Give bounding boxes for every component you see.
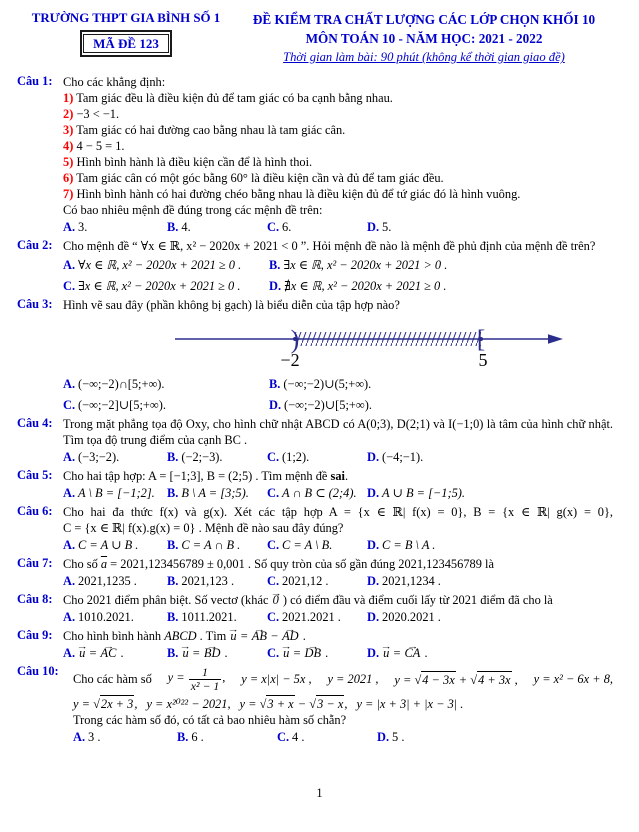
option-c: C. (−∞;−2]∪[5;+∞).	[63, 398, 166, 413]
option-b: B. (−2;−3).	[167, 450, 223, 465]
question-7-label: Câu 7:	[17, 556, 53, 571]
option-d: D. ∄x ∈ ℝ, x² − 2020x + 2021 ≥ 0 .	[269, 279, 447, 294]
overline-a: $\overline{a}$	[100, 557, 108, 572]
sqrt-expression: √ 4 − 3x	[414, 671, 455, 688]
options	[63, 573, 613, 589]
exam-subject: MÔN TOÁN 10 - NĂM HỌC: 2021 - 2022	[305, 31, 543, 47]
statement-7: 7) Hình bình hành có hai đường chéo bằng nhau là điều kiện đủ để tứ giác đó là hình vuông.	[63, 187, 521, 202]
option-d: D. 5.	[367, 220, 392, 235]
options	[63, 449, 613, 465]
function-7: y = x²⁰²² − 2021,	[146, 696, 231, 711]
question-4	[17, 416, 613, 465]
header-right	[235, 10, 613, 65]
question-10	[17, 664, 613, 745]
question-5-label: Câu 5:	[17, 468, 53, 483]
option-c: C. → u = → DB .	[267, 645, 367, 661]
left-paren: )	[290, 325, 300, 355]
option-c: C. A ∩ B ⊂ (2;4).	[267, 486, 357, 501]
sqrt-expression: √ 3 − x	[309, 695, 344, 712]
function-list-line2	[73, 695, 613, 712]
vector-ab: → AB	[251, 628, 268, 644]
question-stem-line2: C = {x ∈ ℝ| f(x).g(x) = 0} . Mệnh đề nào sau đây đúng?	[63, 521, 344, 536]
vector-db: → DB	[304, 645, 323, 661]
numberline-figure	[167, 315, 567, 369]
option-a: A. → u = → AC .	[63, 645, 167, 661]
options	[63, 645, 613, 661]
axis-arrowhead	[548, 334, 563, 344]
sqrt-expression: √ 4 + 3x	[470, 671, 511, 688]
question-3	[17, 297, 613, 413]
question-9-label: Câu 9:	[17, 628, 53, 643]
option-d: D. (−∞;−2)∪[5;+∞).	[269, 398, 372, 413]
question-closing: Trong các hàm số đó, có tất cả bao nhiêu hàm số chẵn?	[73, 713, 347, 728]
question-1-label: Câu 1:	[17, 74, 53, 89]
page-number: 1	[316, 786, 323, 800]
statement-6: 6) Tam giác cân có một góc bằng 60° là điều kiện cần và đủ để tam giác đều.	[63, 171, 444, 186]
function-6: y = √ 2x + 3,	[73, 695, 137, 712]
vector-u: → u	[382, 645, 390, 661]
question-10-label: Câu 10:	[17, 664, 59, 679]
sqrt-expression: √ 3 + x	[260, 695, 295, 712]
option-b: B. 2021,123 .	[167, 574, 235, 589]
vector-u: → u	[78, 645, 86, 661]
question-stem: Cho hình bình hành ABCD . Tìm → u = → AB − → AD .	[63, 628, 613, 644]
options	[63, 537, 613, 553]
option-a: A. 2021,1235 .	[63, 574, 137, 589]
question-stem: Cho 2021 điểm phân biệt. Số vectơ (khác → 0 ) có điểm đầu và điểm cuối lấy từ 2021 điểm đã cho là	[63, 592, 613, 608]
exam-duration: Thời gian làm bài: 90 phút (không kể thời gian giao đề)	[283, 50, 565, 65]
question-stem: Cho mệnh đề “ ∀x ∈ ℝ, x² − 2020x + 2021 < 0 ”. Hỏi mệnh đề nào là mệnh đề phủ định của mệnh đề trên?	[63, 239, 596, 254]
options	[63, 219, 613, 235]
exam-title: ĐỀ KIỂM TRA CHẤT LƯỢNG CÁC LỚP CHỌN KHỐI 10	[252, 12, 596, 27]
question-4-body	[63, 416, 613, 465]
header-left	[17, 10, 235, 57]
question-6-label: Câu 6:	[17, 504, 53, 519]
option-d: D. 5 .	[377, 730, 405, 745]
option-c: C. ∃x ∈ ℝ, x² − 2020x + 2021 ≥ 0 .	[63, 279, 241, 294]
fraction: $\frac{1}{\text{x² − 1}}$	[190, 665, 220, 693]
left-label: −2	[280, 350, 300, 370]
question-9-body	[63, 628, 613, 661]
question-9	[17, 628, 613, 661]
option-b: B. 6 .	[177, 730, 204, 745]
options	[63, 257, 613, 294]
option-d: D. A ∪ B = [−1;5).	[367, 486, 466, 501]
option-c: C. 6.	[267, 220, 292, 235]
question-8-label: Câu 8:	[17, 592, 53, 607]
option-c: C. 2021.2021 .	[267, 610, 341, 625]
vector-ca: → CA	[404, 645, 422, 661]
option-a: A. C = A ∪ B .	[63, 538, 139, 553]
questions	[17, 74, 613, 745]
sqrt-expression: √ 2x + 3	[93, 695, 134, 712]
question-4-label: Câu 4:	[17, 416, 53, 431]
statement-3: 3) Tam giác có hai đường cao bằng nhau là tam giác cân.	[63, 123, 346, 138]
option-a: A. 1010.2021.	[63, 610, 134, 625]
function-list-line1	[73, 666, 613, 692]
function-9: y = |x + 3| + |x − 3| .	[356, 696, 464, 711]
question-1	[17, 74, 613, 235]
function-3: y = 2021 ,	[327, 672, 379, 687]
option-a: A. ∀x ∈ ℝ, x² − 2020x + 2021 ≥ 0 .	[63, 258, 242, 273]
right-label: 5	[478, 350, 488, 370]
vector-bd: → BD	[203, 645, 222, 661]
question-8	[17, 592, 613, 625]
exam-code-box	[80, 30, 173, 57]
question-stem: Cho số $\overline{a} = 2021,123456789 \pm 0,001$ . Số quy tròn của số gần đúng 2021,123456789 là	[63, 557, 494, 572]
function-5: y = x² − 6x + 8,	[533, 672, 613, 687]
options	[63, 485, 613, 501]
vector-u: → u	[229, 628, 237, 644]
option-c: C. C = A \ B.	[267, 538, 333, 553]
question-7-body	[63, 556, 613, 589]
option-d: D. (−4;−1).	[367, 450, 424, 465]
vector-ad: → AD	[281, 628, 300, 644]
question-1-body	[63, 74, 613, 235]
question-stem-line1: Cho hai đa thức f(x) và g(x). Xét các tập hợp A = {x ∈ ℝ| f(x) = 0}, B = {x ∈ ℝ| g(x) = 0},	[63, 505, 613, 520]
question-5-body	[63, 468, 613, 501]
question-5	[17, 468, 613, 501]
question-stem: Trong mặt phẳng tọa độ Oxy, cho hình chữ nhật ABCD có A(0;3), D(2;1) và I(−1;0) là tâm của hình chữ nhật. Tìm tọa độ trung điểm của cạnh BC .	[63, 417, 613, 448]
option-d: D. → u = → CA .	[367, 645, 613, 661]
option-a: A. 3.	[63, 220, 88, 235]
option-b: B. ∃x ∈ ℝ, x² − 2020x + 2021 > 0 .	[269, 258, 448, 273]
option-b: B. 1011.2021.	[167, 610, 237, 625]
function-4: y = √ 4 − 3x + √ 4 + 3x ,	[394, 671, 517, 688]
question-6-body	[63, 504, 613, 553]
question-8-body	[63, 592, 613, 625]
question-3-label: Câu 3:	[17, 297, 53, 312]
statement-4: 4) 4 − 5 = 1.	[63, 139, 125, 154]
option-c: C. (1;2).	[267, 450, 310, 465]
question-2-body	[63, 238, 613, 294]
option-b: B. → u = → BD .	[167, 645, 267, 661]
question-stem: Cho hai tập hợp: A = [−1;3], B = (2;5) . Tìm mệnh đề sai.	[63, 469, 349, 484]
question-closing: Có bao nhiêu mệnh đề đúng trong các mệnh đề trên:	[63, 203, 323, 218]
question-7	[17, 556, 613, 589]
options	[63, 376, 613, 413]
question-2-label: Câu 2:	[17, 238, 53, 253]
stem-bold-word: sai	[330, 469, 345, 484]
exam-code: MÃ ĐỀ 123	[83, 34, 169, 54]
right-bracket: [	[476, 326, 486, 354]
statement-1: 1) Tam giác đều là điều kiện đủ để tam giác có ba cạnh bằng nhau.	[63, 91, 393, 106]
option-b: B. (−∞;−2)∪(5;+∞).	[269, 377, 372, 392]
option-a: A. 3 .	[73, 730, 101, 745]
function-2: y = x|x| − 5x ,	[241, 672, 312, 687]
function-1: y = $\frac{1}{\text{x² − 1}}$ ,	[167, 665, 226, 693]
option-a: A. (−∞;−2)∩[5;+∞).	[63, 377, 165, 392]
math-var-abcd: ABCD	[164, 629, 197, 644]
header	[17, 10, 613, 65]
statement-2: 2) −3 < −1.	[63, 107, 120, 122]
option-d: D. C = B \ A .	[367, 538, 436, 553]
vector-db: → u	[282, 645, 290, 661]
statement-5: 5) Hình bình hành là điều kiện cần để là hình thoi.	[63, 155, 313, 170]
question-3-body	[63, 297, 613, 413]
option-b: B. 4.	[167, 220, 191, 235]
option-b: B. B \ A = [3;5).	[167, 486, 249, 501]
option-d: D. 2021,1234 .	[367, 574, 441, 589]
question-stem: Cho các khẳng định:	[63, 75, 166, 90]
school-name: TRƯỜNG THPT GIA BÌNH SỐ 1	[31, 11, 221, 25]
option-c: C. 2021,12 .	[267, 574, 329, 589]
question-stem: Hình vẽ sau đây (phần không bị gạch) là biểu diễn của tập hợp nào?	[63, 298, 400, 313]
option-a: A. A \ B = [−1;2].	[63, 486, 155, 501]
options	[63, 609, 613, 625]
vector-u: → u	[181, 645, 189, 661]
option-a: A. (−3;−2).	[63, 450, 120, 465]
option-b: B. C = A ∩ B .	[167, 538, 241, 553]
vector-zero: → 0	[272, 592, 280, 608]
option-c: C. 4 .	[277, 730, 305, 745]
question-2	[17, 238, 613, 294]
options	[73, 729, 613, 745]
stem-intro: Cho các hàm số	[73, 672, 152, 687]
question-6	[17, 504, 613, 553]
vector-ac: → AC	[100, 645, 118, 661]
option-d: D. 2020.2021 .	[367, 610, 441, 625]
function-8: y = √ 3 + x − √ 3 − x,	[240, 695, 348, 712]
question-10-body	[73, 664, 613, 745]
